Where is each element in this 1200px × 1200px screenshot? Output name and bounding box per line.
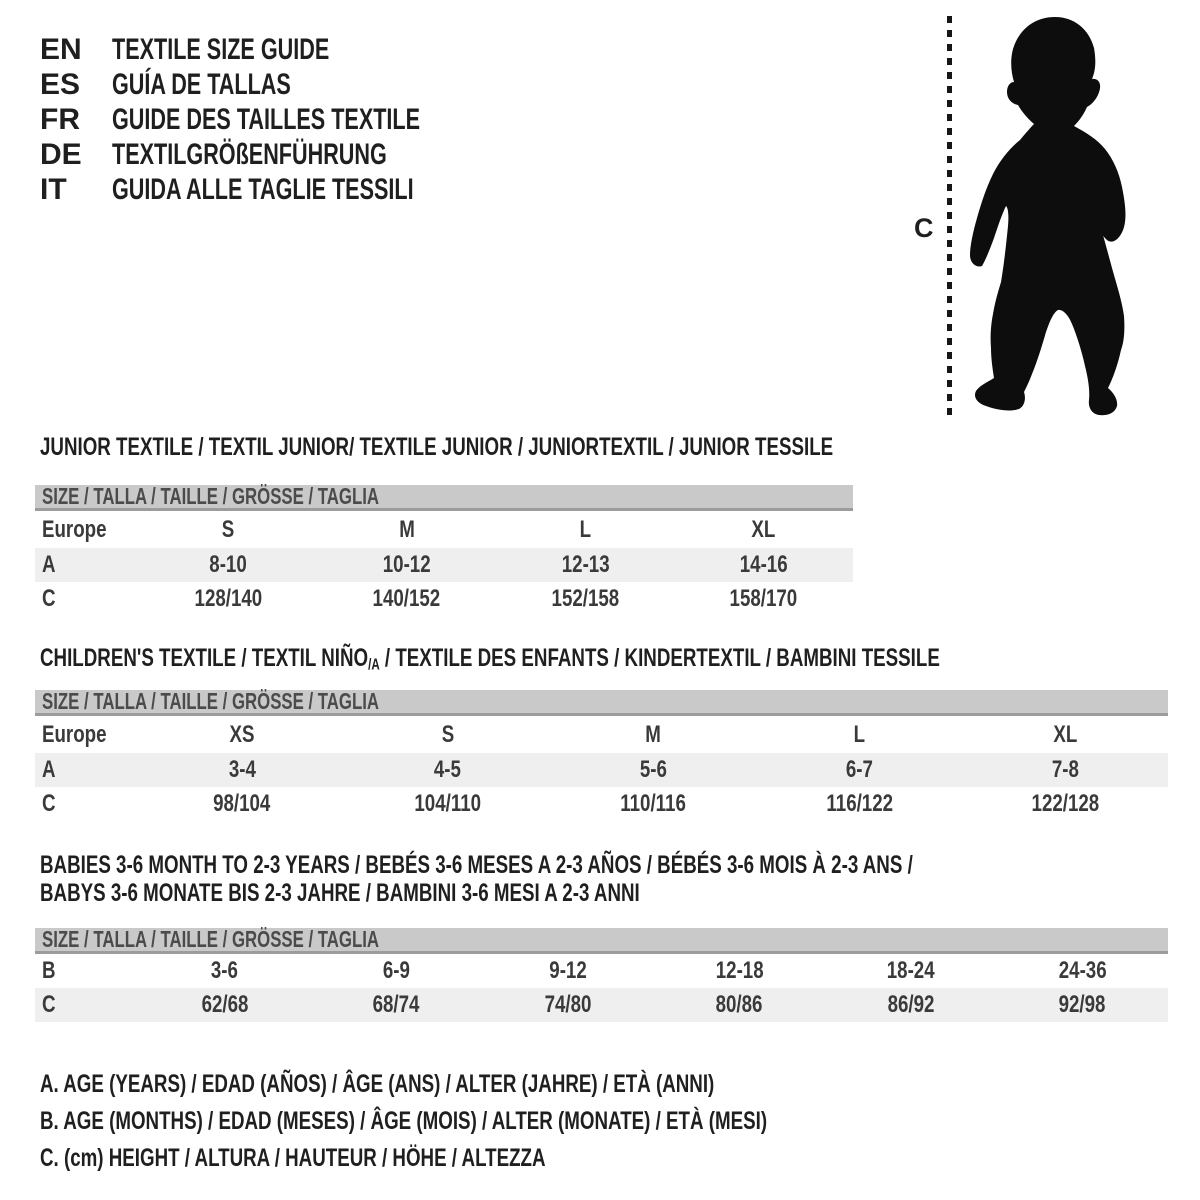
- row-label: A: [42, 551, 56, 578]
- babies-table-title: [40, 851, 1200, 907]
- size-cell: 12-18: [715, 957, 764, 984]
- size-cell: 3-6: [211, 957, 239, 984]
- legend-line-c-text: C. (cm) HEIGHT / ALTURA / HAUTEUR / HÖHE / ALTEZZA: [40, 1144, 546, 1172]
- language-row: [40, 172, 540, 207]
- language-code: DE: [40, 137, 82, 171]
- junior-table-title: [40, 433, 1098, 461]
- row-label: C: [42, 585, 56, 612]
- guide-title: TEXTILGRÖßENFÜHRUNG: [112, 137, 387, 171]
- size-cell: XL: [1053, 720, 1078, 748]
- language-row: [40, 102, 540, 137]
- size-cell: 10-12: [382, 551, 431, 578]
- table-row: [35, 548, 853, 582]
- table-row: [35, 988, 1168, 1022]
- table-row: [35, 787, 1168, 821]
- language-code: ES: [40, 67, 81, 101]
- height-measure-dashed-line: [947, 16, 952, 420]
- size-cell: 92/98: [1058, 991, 1106, 1018]
- legend-line-c: [40, 1144, 1009, 1181]
- junior-table-rows: [35, 511, 853, 616]
- size-cell: 4-5: [434, 756, 462, 783]
- row-label: C: [42, 991, 56, 1018]
- size-cell: 86/92: [887, 991, 935, 1018]
- size-header-band: [35, 928, 1168, 954]
- size-cell: 12-13: [561, 551, 610, 578]
- table-row: [35, 582, 853, 616]
- size-cell: 68/74: [372, 991, 420, 1018]
- language-code: FR: [40, 102, 80, 136]
- row-label: B: [42, 957, 56, 984]
- size-cell: S: [221, 515, 235, 543]
- baby-silhouette-icon: [962, 16, 1142, 420]
- guide-title: TEXTILE SIZE GUIDE: [112, 32, 330, 66]
- table-row: [35, 753, 1168, 787]
- size-cell: 6-7: [845, 756, 873, 783]
- children-size-table: [35, 690, 1168, 821]
- children-table-rows: [35, 716, 1168, 821]
- size-cell: 116/122: [825, 790, 893, 817]
- size-cell: 18-24: [886, 957, 935, 984]
- guide-title: GUIDE DES TAILLES TEXTILE: [112, 102, 421, 136]
- size-cell: 8-10: [209, 551, 247, 578]
- size-cell: M: [398, 515, 415, 543]
- table-row: [35, 954, 1168, 988]
- legend: [40, 1070, 1009, 1181]
- language-code: EN: [40, 32, 82, 66]
- size-cell: XS: [229, 720, 255, 748]
- language-row: [40, 137, 540, 172]
- size-cell: 158/170: [729, 585, 798, 612]
- legend-line-a: [40, 1070, 1009, 1107]
- size-cell: 140/152: [372, 585, 441, 612]
- size-cell: 5-6: [639, 756, 668, 783]
- table-row: [35, 716, 1168, 753]
- table-row: [35, 511, 853, 548]
- junior-size-table: [35, 485, 853, 616]
- row-label: C: [42, 790, 56, 817]
- junior-table-title-text: JUNIOR TEXTILE / TEXTIL JUNIOR/ TEXTILE JUNIOR / JUNIORTEXTIL / JUNIOR TESSILE: [40, 433, 834, 461]
- babies-title-line1: BABIES 3-6 MONTH TO 2-3 YEARS / BEBÉS 3-6 MESES A 2-3 AÑOS / BÉBÉS 3-6 MOIS À 2-3 ANS /: [40, 851, 913, 879]
- legend-line-b: [40, 1107, 1009, 1144]
- language-title-list: [40, 32, 540, 207]
- language-row: [40, 67, 540, 102]
- size-cell: 62/68: [201, 991, 249, 1018]
- size-cell: 152/158: [551, 585, 620, 612]
- children-table-title: [40, 644, 1200, 679]
- size-cell: 110/116: [620, 790, 687, 817]
- language-row: [40, 32, 540, 67]
- size-header-text: SIZE / TALLA / TAILLE / GRÖSSE / TAGLIA: [42, 688, 380, 714]
- size-cell: M: [645, 720, 662, 748]
- size-cell: 98/104: [213, 790, 271, 817]
- babies-size-table: [35, 928, 1168, 1022]
- size-cell: 24-36: [1058, 957, 1107, 984]
- children-title-pre: CHILDREN'S TEXTILE / TEXTIL NIÑO: [40, 644, 369, 672]
- size-cell: 6-9: [382, 957, 410, 984]
- size-header-text: SIZE / TALLA / TAILLE / GRÖSSE / TAGLIA: [42, 483, 380, 509]
- size-cell: 128/140: [194, 585, 263, 612]
- size-cell: 7-8: [1051, 756, 1079, 783]
- row-label: Europe: [42, 515, 107, 543]
- row-label: A: [42, 756, 56, 783]
- size-cell: 104/110: [414, 790, 482, 817]
- babies-title-line2: BABYS 3-6 MONATE BIS 2-3 JAHRE / BAMBINI 3-6 MESI A 2-3 ANNI: [40, 879, 640, 907]
- legend-line-b-text: B. AGE (MONTHS) / EDAD (MESES) / ÂGE (MOIS) / ALTER (MONATE) / ETÀ (MESI): [40, 1107, 768, 1135]
- babies-table-rows: [35, 954, 1168, 1022]
- size-header-text: SIZE / TALLA / TAILLE / GRÖSSE / TAGLIA: [42, 926, 380, 952]
- size-cell: S: [441, 720, 454, 748]
- size-header-band: [35, 485, 853, 511]
- size-cell: XL: [751, 515, 776, 543]
- height-measure-letter: C: [914, 213, 934, 243]
- guide-title: GUÍA DE TALLAS: [112, 67, 291, 101]
- height-measure-label: [914, 213, 934, 244]
- legend-line-a-text: A. AGE (YEARS) / EDAD (AÑOS) / ÂGE (ANS) / ALTER (JAHRE) / ETÀ (ANNI): [40, 1070, 715, 1098]
- language-code: IT: [40, 172, 67, 206]
- size-cell: L: [853, 720, 866, 748]
- size-cell: 9-12: [549, 957, 587, 984]
- guide-title: GUIDA ALLE TAGLIE TESSILI: [112, 172, 414, 206]
- size-cell: 80/86: [715, 991, 763, 1018]
- row-label: Europe: [42, 720, 107, 748]
- children-table-title-text: [40, 644, 940, 679]
- size-cell: 74/80: [544, 991, 592, 1018]
- size-header-band: [35, 690, 1168, 716]
- size-cell: 122/128: [1031, 790, 1099, 817]
- children-title-sub: /A: [368, 656, 380, 674]
- size-cell: 3-4: [228, 756, 256, 783]
- size-cell: 14-16: [739, 551, 788, 578]
- size-cell: L: [579, 515, 591, 543]
- children-title-post: / TEXTILE DES ENFANTS / KINDERTEXTIL / BAMBINI TESSILE: [379, 644, 940, 672]
